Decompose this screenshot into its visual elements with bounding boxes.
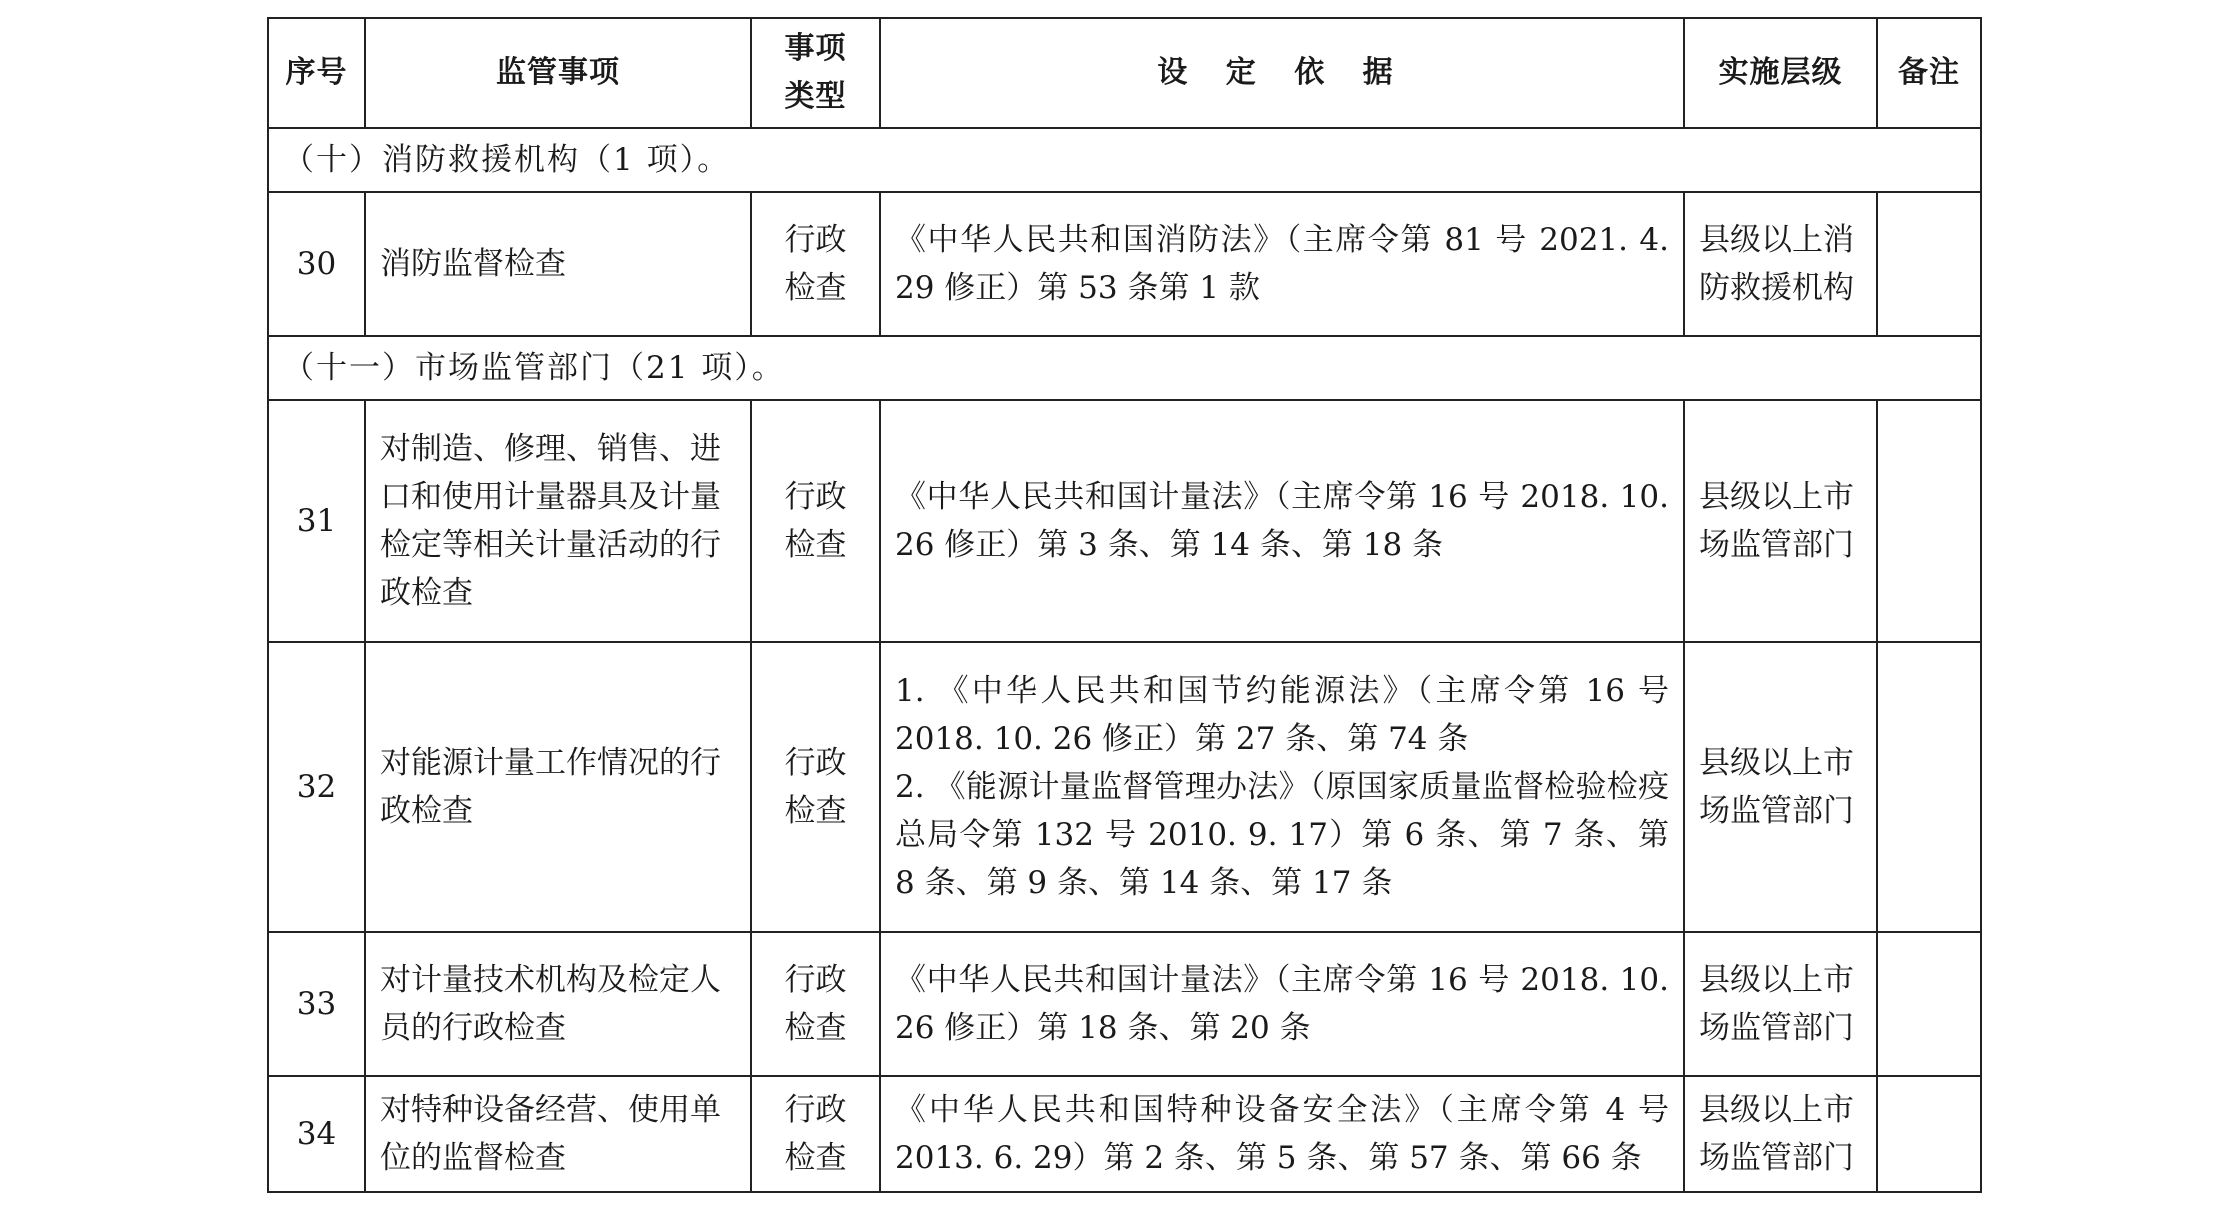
- row-type: [751, 642, 880, 932]
- regulation-table: [267, 17, 1982, 1193]
- row-level: [1684, 192, 1877, 336]
- row-type-line: 检查: [784, 793, 847, 829]
- header-type-line1: 事项: [784, 31, 847, 66]
- row-type-line: 检查: [784, 1140, 847, 1176]
- row-level-line: 县级以上市: [1699, 745, 1854, 781]
- row-type-line: 检查: [784, 1010, 847, 1046]
- header-level: 实施层级: [1684, 18, 1877, 128]
- row-note: [1877, 932, 1981, 1076]
- row-type: [751, 932, 880, 1076]
- row-basis: 《中华人民共和国计量法》（主席令第 16 号 2018. 10. 26 修正）第 18 条、第 20 条: [880, 932, 1684, 1076]
- row-level-line: 防救援机构: [1699, 270, 1854, 306]
- header-basis: 设 定 依 据: [880, 18, 1684, 128]
- row-note: [1877, 192, 1981, 336]
- row-type-line: 行政: [784, 479, 847, 515]
- section-row-market: [268, 336, 1981, 400]
- row-level: [1684, 400, 1877, 642]
- row-num: 33: [268, 932, 365, 1076]
- row-type: [751, 192, 880, 336]
- row-basis: 《中华人民共和国特种设备安全法》（主席令第 4 号 2013. 6. 29）第 2 条、第 5 条、第 57 条、第 66 条: [880, 1076, 1684, 1192]
- row-level-line: 场监管部门: [1699, 527, 1854, 563]
- row-num: 31: [268, 400, 365, 642]
- row-type: [751, 1076, 880, 1192]
- header-note: 备注: [1877, 18, 1981, 128]
- row-item: 对特种设备经营、使用单位的监督检查: [365, 1076, 751, 1192]
- row-type-line: 行政: [784, 1092, 847, 1128]
- row-level: [1684, 642, 1877, 932]
- row-level-line: 场监管部门: [1699, 1140, 1854, 1176]
- row-basis: 《中华人民共和国计量法》（主席令第 16 号 2018. 10. 26 修正）第 3 条、第 14 条、第 18 条: [880, 400, 1684, 642]
- row-num: 30: [268, 192, 365, 336]
- header-type: [751, 18, 880, 128]
- section-row-fire: [268, 128, 1981, 192]
- header-type-line2: 类型: [784, 79, 847, 114]
- row-basis: 《中华人民共和国消防法》（主席令第 81 号 2021. 4. 29 修正）第 53 条第 1 款: [880, 192, 1684, 336]
- row-level: [1684, 932, 1877, 1076]
- section-title: （十）消防救援机构（1 项）。: [268, 128, 1981, 192]
- table-row: [268, 932, 1981, 1076]
- row-note: [1877, 642, 1981, 932]
- row-level-line: 县级以上市: [1699, 962, 1854, 998]
- row-item: 对制造、修理、销售、进口和使用计量器具及计量检定等相关计量活动的行政检查: [365, 400, 751, 642]
- row-basis: [880, 642, 1684, 932]
- row-type-line: 行政: [784, 222, 847, 258]
- row-type-line: 行政: [784, 962, 847, 998]
- row-level-line: 县级以上市: [1699, 479, 1854, 515]
- header-row: [268, 18, 1981, 128]
- header-num: 序号: [268, 18, 365, 128]
- row-level-line: 县级以上市: [1699, 1092, 1854, 1128]
- header-item: 监管事项: [365, 18, 751, 128]
- row-type-line: 检查: [784, 527, 847, 563]
- row-item: 消防监督检查: [365, 192, 751, 336]
- row-level-line: 场监管部门: [1699, 1010, 1854, 1046]
- row-num: 32: [268, 642, 365, 932]
- row-note: [1877, 1076, 1981, 1192]
- row-num: 34: [268, 1076, 365, 1192]
- basis-item: 2. 《能源计量监督管理办法》（原国家质量监督检验检疫总局令第 132 号 2010. 9. 17）第 6 条、第 7 条、第 8 条、第 9 条、第 14 条、第 17 条: [895, 769, 1669, 901]
- row-type: [751, 400, 880, 642]
- table-row: [268, 642, 1981, 932]
- basis-item: 1. 《中华人民共和国节约能源法》（主席令第 16 号 2018. 10. 26 修正）第 27 条、第 74 条: [895, 673, 1669, 757]
- row-level: [1684, 1076, 1877, 1192]
- row-type-line: 检查: [784, 270, 847, 306]
- row-level-line: 场监管部门: [1699, 793, 1854, 829]
- table-row: [268, 1076, 1981, 1192]
- section-title: （十一）市场监管部门（21 项）。: [268, 336, 1981, 400]
- row-item: 对能源计量工作情况的行政检查: [365, 642, 751, 932]
- table-row: [268, 192, 1981, 336]
- table-row: [268, 400, 1981, 642]
- row-type-line: 行政: [784, 745, 847, 781]
- row-note: [1877, 400, 1981, 642]
- row-item: 对计量技术机构及检定人员的行政检查: [365, 932, 751, 1076]
- row-level-line: 县级以上消: [1699, 222, 1854, 258]
